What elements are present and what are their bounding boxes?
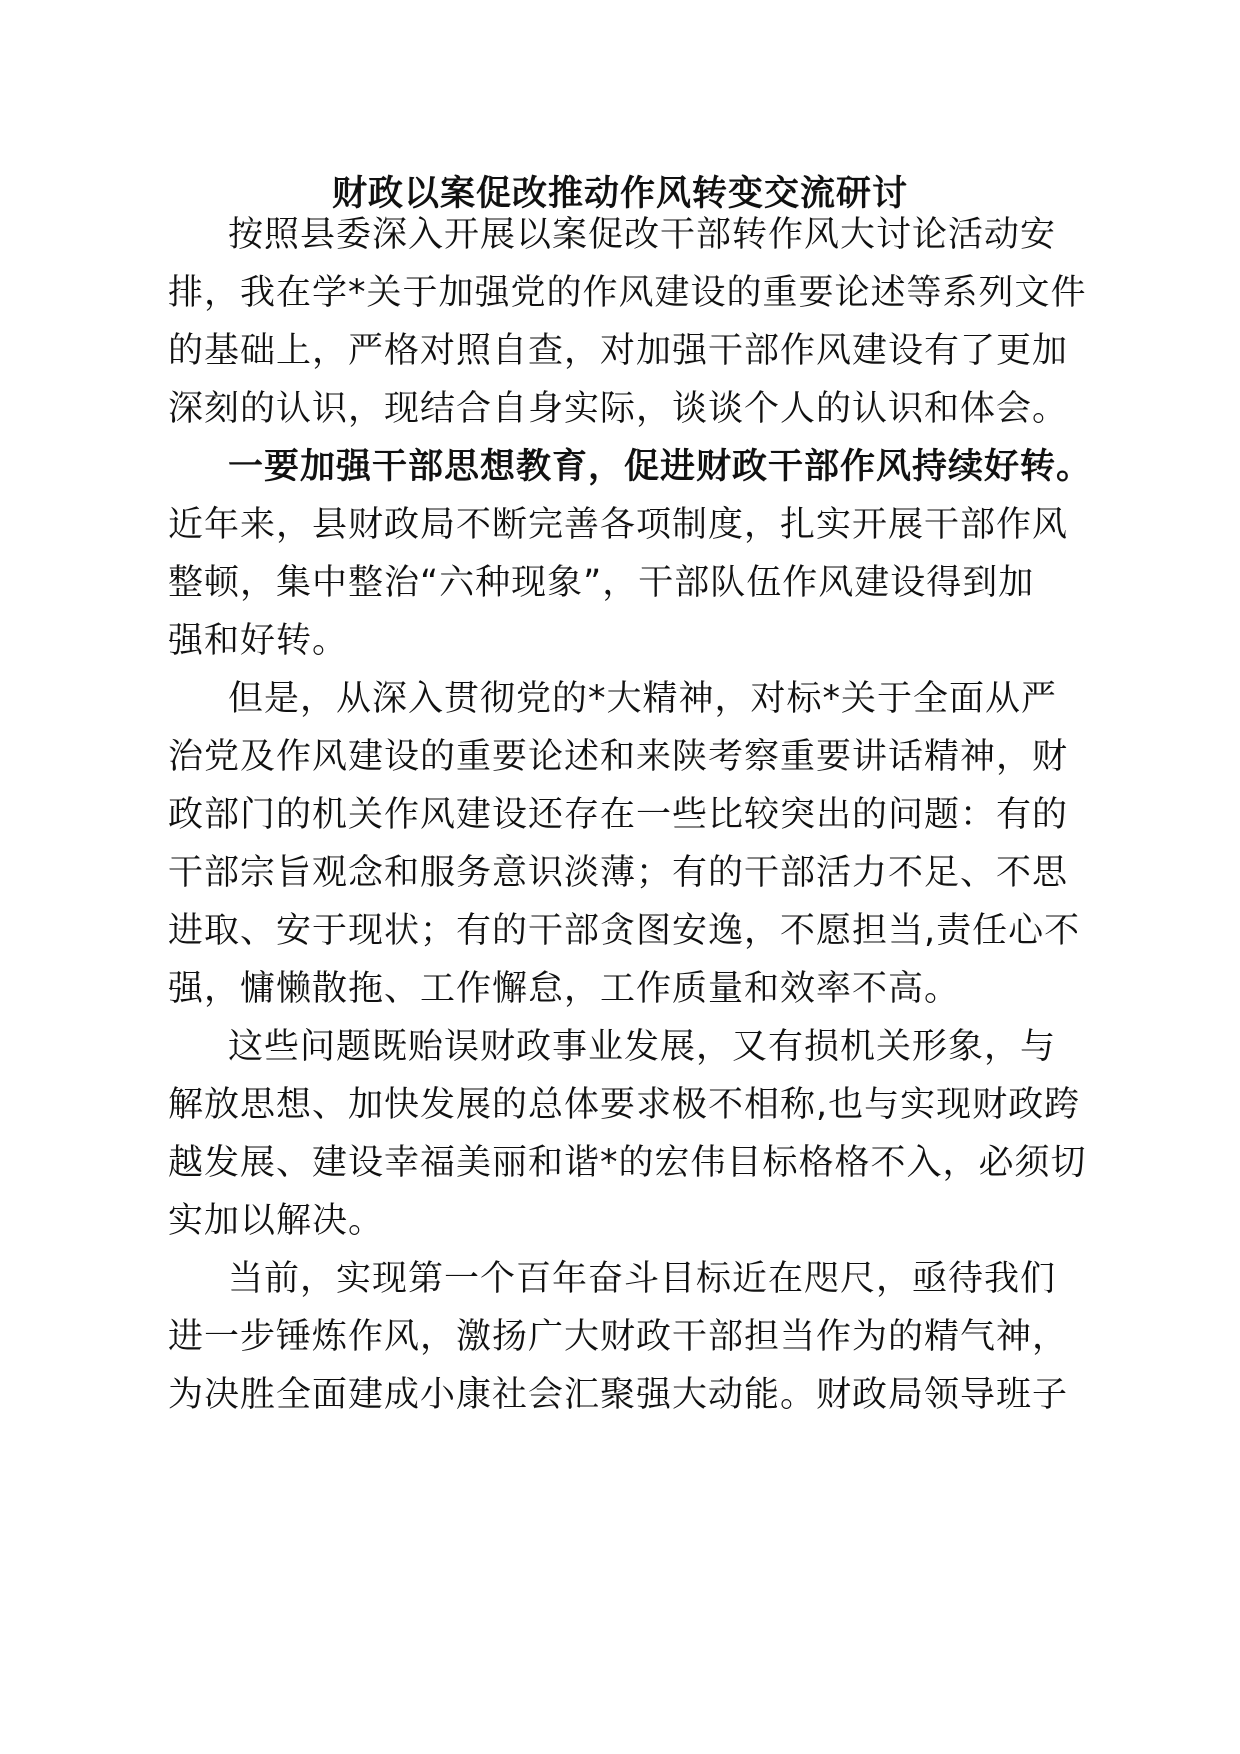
body-line: 但是，从深入贯彻党的*大精神，对标*关于全面从严 — [228, 679, 1058, 719]
body-line: 实加以解决。 — [168, 1201, 385, 1241]
body-line: 的基础上，严格对照自查，对加强干部作风建设有了更加 — [168, 331, 1069, 371]
body-line: 近年来，县财政局不断完善各项制度，扎实开展干部作风 — [168, 505, 1069, 545]
body-line: 当前，实现第一个百年奋斗目标近在咫尺，亟待我们 — [228, 1259, 1057, 1299]
body-line: 排，我在学*关于加强党的作风建设的重要论述等系列文件 — [168, 273, 1087, 313]
body-line: 干部宗旨观念和服务意识淡薄；有的干部活力不足、不思 — [168, 853, 1069, 893]
body-line: 越发展、建设幸福美丽和谐*的宏伟目标格格不入，必须切 — [168, 1143, 1087, 1183]
body-line: 进取、安于现状；有的干部贪图安逸，不愿担当,责任心不 — [168, 911, 1081, 951]
body-line: 这些问题既贻误财政事业发展，又有损机关形象，与 — [228, 1027, 1057, 1067]
body-line: 整顿，集中整治“六种现象”，干部队伍作风建设得到加 — [168, 563, 1035, 603]
body-line: 强和好转。 — [168, 621, 349, 661]
body-line: 进一步锤炼作风，激扬广大财政干部担当作为的精气神， — [168, 1317, 1069, 1357]
section-heading: 一要加强干部思想教育，促进财政干部作风持续好转。 — [228, 447, 1093, 487]
body-line: 强，慵懒散拖、工作懈怠，工作质量和效率不高。 — [168, 969, 961, 1009]
body-line: 政部门的机关作风建设还存在一些比较突出的问题：有的 — [168, 795, 1069, 835]
body-line: 深刻的认识，现结合自身实际，谈谈个人的认识和体会。 — [168, 389, 1069, 429]
body-line: 为决胜全面建成小康社会汇聚强大动能。财政局领导班子 — [168, 1375, 1069, 1415]
document-title: 财政以案促改推动作风转变交流研讨 — [331, 174, 908, 214]
body-line: 治党及作风建设的重要论述和来陕考察重要讲话精神，财 — [168, 737, 1069, 777]
body-line: 按照县委深入开展以案促改干部转作风大讨论活动安 — [228, 215, 1057, 255]
body-line: 解放思想、加快发展的总体要求极不相称,也与实现财政跨 — [168, 1085, 1081, 1125]
